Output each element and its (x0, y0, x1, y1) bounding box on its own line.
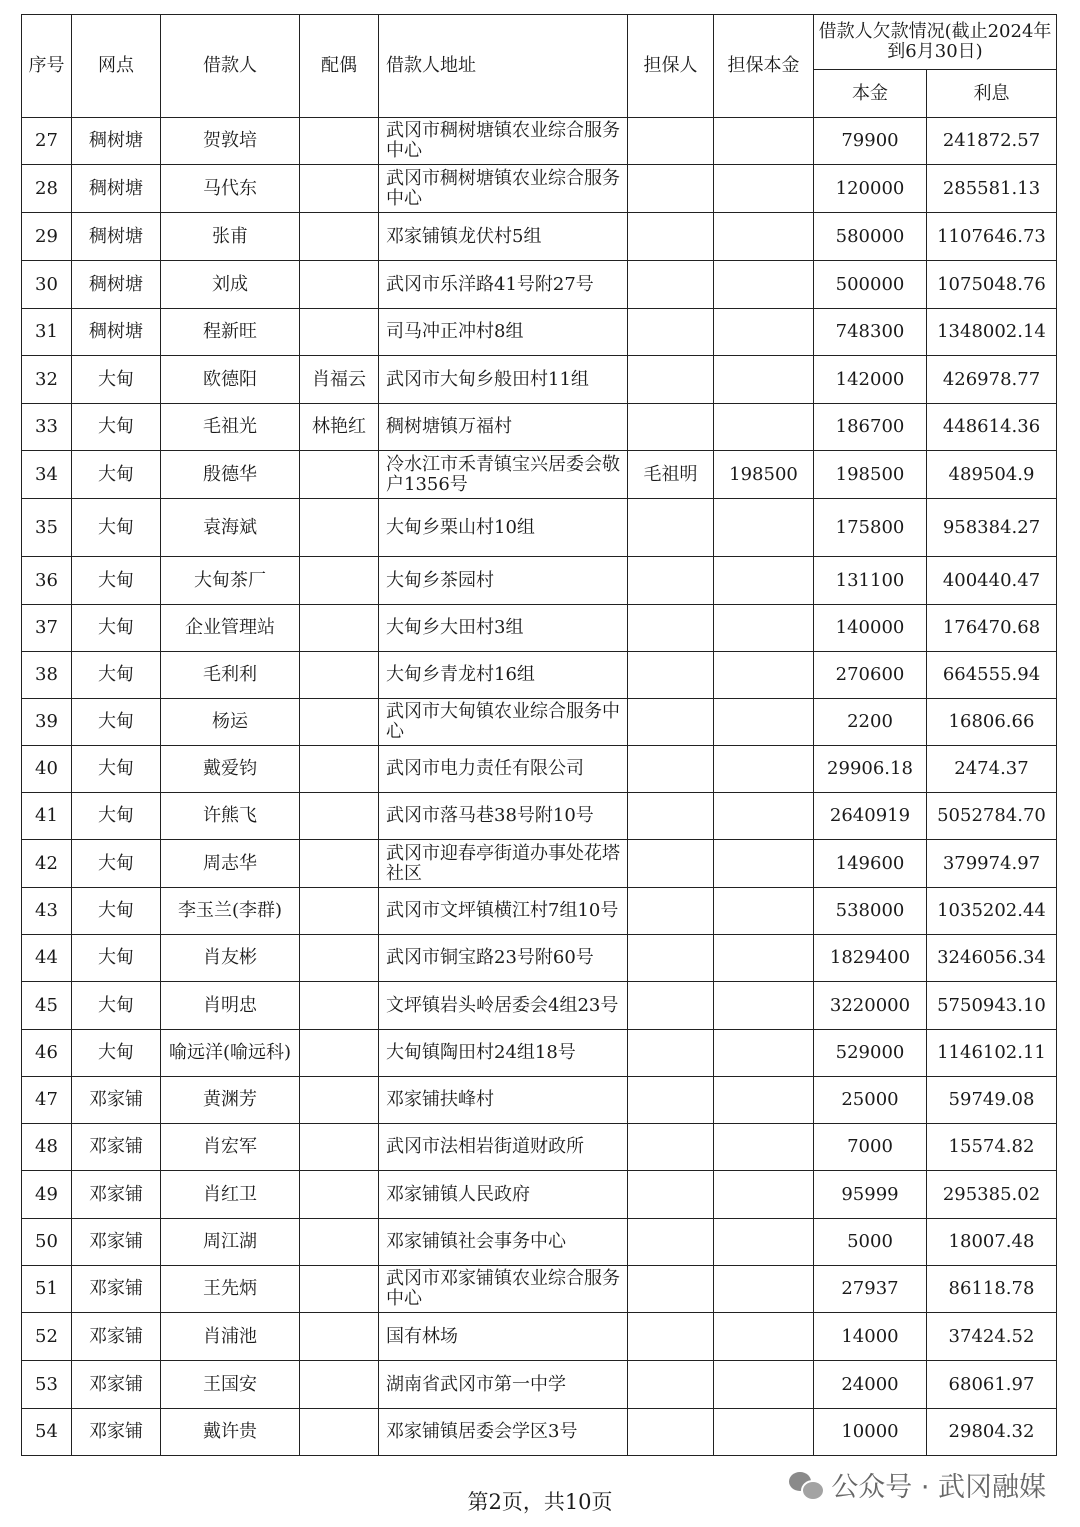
cell-seq: 38 (22, 652, 72, 699)
cell-branch: 大甸 (72, 746, 161, 793)
cell-gprincipal (714, 557, 814, 605)
cell-borrower: 黄渊芳 (161, 1077, 300, 1124)
cell-borrower: 程新旺 (161, 309, 300, 356)
cell-spouse (300, 840, 379, 888)
watermark (789, 1465, 1046, 1504)
cell-branch: 邓家铺 (72, 1219, 161, 1266)
cell-seq: 45 (22, 982, 72, 1030)
cell-borrower: 袁海斌 (161, 499, 300, 557)
cell-interest: 285581.13 (927, 165, 1057, 213)
cell-branch: 稠树塘 (72, 165, 161, 213)
cell-spouse (300, 1266, 379, 1313)
header-guarantor: 担保人 (628, 15, 714, 118)
table-row (22, 1124, 1057, 1171)
cell-address: 大甸乡大田村3组 (379, 605, 628, 652)
cell-gprincipal (714, 118, 814, 165)
cell-branch: 稠树塘 (72, 261, 161, 309)
cell-interest: 3246056.34 (927, 935, 1057, 982)
cell-borrower: 周志华 (161, 840, 300, 888)
cell-interest: 1348002.14 (927, 309, 1057, 356)
cell-spouse (300, 165, 379, 213)
cell-interest: 5052784.70 (927, 793, 1057, 840)
cell-principal: 142000 (814, 356, 927, 404)
cell-interest: 86118.78 (927, 1266, 1057, 1313)
cell-principal: 140000 (814, 605, 927, 652)
cell-guarantor (628, 213, 714, 261)
table-row (22, 935, 1057, 982)
cell-spouse (300, 605, 379, 652)
cell-guarantor (628, 1409, 714, 1456)
cell-guarantor (628, 165, 714, 213)
cell-spouse (300, 699, 379, 746)
cell-address: 司马冲正冲村8组 (379, 309, 628, 356)
cell-guarantor (628, 1077, 714, 1124)
cell-gprincipal (714, 699, 814, 746)
cell-interest: 489504.9 (927, 451, 1057, 499)
cell-branch: 大甸 (72, 404, 161, 451)
cell-gprincipal: 198500 (714, 451, 814, 499)
cell-gprincipal (714, 356, 814, 404)
cell-branch: 大甸 (72, 605, 161, 652)
table-row (22, 557, 1057, 605)
cell-seq: 40 (22, 746, 72, 793)
cell-interest: 379974.97 (927, 840, 1057, 888)
table-row (22, 165, 1057, 213)
table-row (22, 1219, 1057, 1266)
cell-address: 国有林场 (379, 1313, 628, 1361)
cell-spouse (300, 1219, 379, 1266)
cell-interest: 2474.37 (927, 746, 1057, 793)
cell-guarantor (628, 1171, 714, 1219)
cell-principal: 175800 (814, 499, 927, 557)
cell-branch: 大甸 (72, 652, 161, 699)
table-row (22, 1313, 1057, 1361)
cell-principal: 2640919 (814, 793, 927, 840)
cell-principal: 538000 (814, 888, 927, 935)
header-debt-group: 借款人欠款情况(截止2024年到6月30日) (814, 15, 1057, 70)
header-interest: 利息 (927, 70, 1057, 118)
cell-principal: 270600 (814, 652, 927, 699)
table-row (22, 1266, 1057, 1313)
cell-guarantor (628, 699, 714, 746)
cell-borrower: 王先炳 (161, 1266, 300, 1313)
table-row (22, 888, 1057, 935)
cell-seq: 43 (22, 888, 72, 935)
cell-address: 邓家铺镇居委会学区3号 (379, 1409, 628, 1456)
cell-seq: 32 (22, 356, 72, 404)
cell-branch: 稠树塘 (72, 309, 161, 356)
cell-spouse (300, 1077, 379, 1124)
table-row (22, 793, 1057, 840)
cell-spouse (300, 451, 379, 499)
cell-branch: 大甸 (72, 356, 161, 404)
cell-principal: 24000 (814, 1361, 927, 1409)
cell-interest: 448614.36 (927, 404, 1057, 451)
header-borrower: 借款人 (161, 15, 300, 118)
cell-address: 武冈市稠树塘镇农业综合服务中心 (379, 165, 628, 213)
cell-principal: 580000 (814, 213, 927, 261)
watermark-text: 公众号 · 武冈融媒 (831, 1472, 1046, 1503)
cell-borrower: 王国安 (161, 1361, 300, 1409)
cell-gprincipal (714, 1030, 814, 1077)
cell-interest: 68061.97 (927, 1361, 1057, 1409)
cell-interest: 241872.57 (927, 118, 1057, 165)
cell-branch: 大甸 (72, 982, 161, 1030)
cell-gprincipal (714, 404, 814, 451)
cell-gprincipal (714, 499, 814, 557)
cell-gprincipal (714, 605, 814, 652)
table-row (22, 982, 1057, 1030)
header-guarantee-principal: 担保本金 (714, 15, 814, 118)
cell-borrower: 戴爱钧 (161, 746, 300, 793)
cell-guarantor: 毛祖明 (628, 451, 714, 499)
cell-interest: 37424.52 (927, 1313, 1057, 1361)
table-row (22, 451, 1057, 499)
cell-principal: 27937 (814, 1266, 927, 1313)
cell-address: 武冈市乐洋路41号附27号 (379, 261, 628, 309)
cell-principal: 120000 (814, 165, 927, 213)
cell-gprincipal (714, 1266, 814, 1313)
cell-gprincipal (714, 1077, 814, 1124)
cell-seq: 30 (22, 261, 72, 309)
cell-principal: 95999 (814, 1171, 927, 1219)
cell-gprincipal (714, 1313, 814, 1361)
cell-seq: 41 (22, 793, 72, 840)
table-row (22, 699, 1057, 746)
header-principal: 本金 (814, 70, 927, 118)
cell-seq: 49 (22, 1171, 72, 1219)
cell-spouse (300, 793, 379, 840)
cell-seq: 36 (22, 557, 72, 605)
cell-interest: 1107646.73 (927, 213, 1057, 261)
cell-gprincipal (714, 213, 814, 261)
cell-spouse: 肖福云 (300, 356, 379, 404)
cell-spouse (300, 309, 379, 356)
cell-spouse (300, 118, 379, 165)
cell-gprincipal (714, 261, 814, 309)
header-spouse: 配偶 (300, 15, 379, 118)
cell-spouse (300, 652, 379, 699)
cell-interest: 5750943.10 (927, 982, 1057, 1030)
cell-seq: 54 (22, 1409, 72, 1456)
cell-branch: 邓家铺 (72, 1171, 161, 1219)
cell-seq: 35 (22, 499, 72, 557)
cell-address: 武冈市邓家铺镇农业综合服务中心 (379, 1266, 628, 1313)
table-row (22, 1171, 1057, 1219)
cell-spouse (300, 982, 379, 1030)
cell-borrower: 肖浦池 (161, 1313, 300, 1361)
cell-principal: 186700 (814, 404, 927, 451)
cell-gprincipal (714, 309, 814, 356)
cell-spouse (300, 1030, 379, 1077)
cell-spouse: 林艳红 (300, 404, 379, 451)
cell-guarantor (628, 557, 714, 605)
table-row (22, 118, 1057, 165)
cell-borrower: 李玉兰(李群) (161, 888, 300, 935)
cell-spouse (300, 1313, 379, 1361)
cell-principal: 25000 (814, 1077, 927, 1124)
cell-seq: 34 (22, 451, 72, 499)
cell-principal: 2200 (814, 699, 927, 746)
cell-branch: 大甸 (72, 793, 161, 840)
cell-address: 稠树塘镇万福村 (379, 404, 628, 451)
cell-address: 湖南省武冈市第一中学 (379, 1361, 628, 1409)
cell-address: 大甸镇陶田村24组18号 (379, 1030, 628, 1077)
cell-interest: 426978.77 (927, 356, 1057, 404)
cell-address: 邓家铺扶峰村 (379, 1077, 628, 1124)
cell-seq: 37 (22, 605, 72, 652)
table-row (22, 746, 1057, 793)
cell-borrower: 马代东 (161, 165, 300, 213)
cell-gprincipal (714, 888, 814, 935)
cell-spouse (300, 1171, 379, 1219)
cell-address: 武冈市法相岩街道财政所 (379, 1124, 628, 1171)
table-row (22, 652, 1057, 699)
cell-borrower: 刘成 (161, 261, 300, 309)
cell-borrower: 许熊飞 (161, 793, 300, 840)
cell-principal: 5000 (814, 1219, 927, 1266)
cell-interest: 18007.48 (927, 1219, 1057, 1266)
table-row (22, 840, 1057, 888)
cell-spouse (300, 1124, 379, 1171)
cell-principal: 7000 (814, 1124, 927, 1171)
page-footer: 第2页，共10页 (467, 1490, 613, 1514)
cell-spouse (300, 499, 379, 557)
cell-address: 邓家铺镇龙伏村5组 (379, 213, 628, 261)
table-row (22, 605, 1057, 652)
cell-gprincipal (714, 1124, 814, 1171)
cell-interest: 59749.08 (927, 1077, 1057, 1124)
cell-branch: 邓家铺 (72, 1077, 161, 1124)
cell-guarantor (628, 793, 714, 840)
table-row (22, 1409, 1057, 1456)
cell-borrower: 企业管理站 (161, 605, 300, 652)
cell-gprincipal (714, 935, 814, 982)
cell-branch: 邓家铺 (72, 1409, 161, 1456)
cell-guarantor (628, 499, 714, 557)
cell-seq: 33 (22, 404, 72, 451)
cell-principal: 10000 (814, 1409, 927, 1456)
table-row (22, 261, 1057, 309)
cell-spouse (300, 557, 379, 605)
cell-address: 武冈市大甸乡般田村11组 (379, 356, 628, 404)
cell-branch: 稠树塘 (72, 118, 161, 165)
cell-seq: 51 (22, 1266, 72, 1313)
cell-guarantor (628, 982, 714, 1030)
cell-guarantor (628, 605, 714, 652)
cell-address: 武冈市稠树塘镇农业综合服务中心 (379, 118, 628, 165)
cell-borrower: 张甫 (161, 213, 300, 261)
cell-principal: 29906.18 (814, 746, 927, 793)
cell-borrower: 毛祖光 (161, 404, 300, 451)
cell-interest: 1146102.11 (927, 1030, 1057, 1077)
cell-seq: 44 (22, 935, 72, 982)
table-row (22, 309, 1057, 356)
cell-branch: 大甸 (72, 699, 161, 746)
cell-guarantor (628, 118, 714, 165)
cell-branch: 邓家铺 (72, 1361, 161, 1409)
cell-interest: 29804.32 (927, 1409, 1057, 1456)
cell-branch: 大甸 (72, 888, 161, 935)
table-row (22, 499, 1057, 557)
table-row (22, 356, 1057, 404)
cell-gprincipal (714, 1171, 814, 1219)
cell-gprincipal (714, 793, 814, 840)
cell-seq: 47 (22, 1077, 72, 1124)
cell-spouse (300, 935, 379, 982)
cell-gprincipal (714, 982, 814, 1030)
cell-address: 武冈市文坪镇横江村7组10号 (379, 888, 628, 935)
cell-address: 文坪镇岩头岭居委会4组23号 (379, 982, 628, 1030)
cell-principal: 79900 (814, 118, 927, 165)
cell-borrower: 戴许贵 (161, 1409, 300, 1456)
cell-interest: 400440.47 (927, 557, 1057, 605)
cell-branch: 大甸 (72, 451, 161, 499)
cell-interest: 1075048.76 (927, 261, 1057, 309)
cell-spouse (300, 888, 379, 935)
cell-borrower: 喻远洋(喻远科) (161, 1030, 300, 1077)
cell-address: 冷水江市禾青镇宝兴居委会敬户1356号 (379, 451, 628, 499)
cell-guarantor (628, 1266, 714, 1313)
cell-interest: 958384.27 (927, 499, 1057, 557)
table-row (22, 1361, 1057, 1409)
cell-guarantor (628, 261, 714, 309)
cell-interest: 16806.66 (927, 699, 1057, 746)
cell-principal: 149600 (814, 840, 927, 888)
cell-seq: 42 (22, 840, 72, 888)
cell-borrower: 肖明忠 (161, 982, 300, 1030)
cell-seq: 52 (22, 1313, 72, 1361)
cell-branch: 大甸 (72, 935, 161, 982)
cell-address: 武冈市落马巷38号附10号 (379, 793, 628, 840)
cell-borrower: 贺敦培 (161, 118, 300, 165)
cell-branch: 大甸 (72, 1030, 161, 1077)
cell-address: 武冈市电力责任有限公司 (379, 746, 628, 793)
cell-seq: 27 (22, 118, 72, 165)
cell-seq: 53 (22, 1361, 72, 1409)
cell-guarantor (628, 840, 714, 888)
cell-branch: 大甸 (72, 557, 161, 605)
cell-principal: 131100 (814, 557, 927, 605)
cell-address: 大甸乡栗山村10组 (379, 499, 628, 557)
cell-borrower: 肖友彬 (161, 935, 300, 982)
cell-address: 武冈市大甸镇农业综合服务中心 (379, 699, 628, 746)
cell-principal: 1829400 (814, 935, 927, 982)
cell-interest: 664555.94 (927, 652, 1057, 699)
cell-borrower: 杨运 (161, 699, 300, 746)
cell-guarantor (628, 652, 714, 699)
cell-spouse (300, 746, 379, 793)
cell-seq: 46 (22, 1030, 72, 1077)
cell-branch: 大甸 (72, 840, 161, 888)
cell-interest: 176470.68 (927, 605, 1057, 652)
cell-guarantor (628, 1124, 714, 1171)
cell-seq: 28 (22, 165, 72, 213)
cell-borrower: 毛利利 (161, 652, 300, 699)
cell-address: 大甸乡茶园村 (379, 557, 628, 605)
cell-seq: 31 (22, 309, 72, 356)
cell-branch: 邓家铺 (72, 1124, 161, 1171)
cell-branch: 稠树塘 (72, 213, 161, 261)
cell-guarantor (628, 1030, 714, 1077)
cell-branch: 邓家铺 (72, 1313, 161, 1361)
cell-spouse (300, 261, 379, 309)
table-row (22, 1030, 1057, 1077)
cell-principal: 500000 (814, 261, 927, 309)
cell-address: 武冈市迎春亭街道办事处花塔社区 (379, 840, 628, 888)
header-seq: 序号 (22, 15, 72, 118)
cell-guarantor (628, 888, 714, 935)
cell-address: 大甸乡青龙村16组 (379, 652, 628, 699)
cell-guarantor (628, 1361, 714, 1409)
loan-table (21, 14, 1057, 1456)
cell-guarantor (628, 404, 714, 451)
cell-address: 邓家铺镇人民政府 (379, 1171, 628, 1219)
cell-borrower: 周江湖 (161, 1219, 300, 1266)
cell-gprincipal (714, 652, 814, 699)
cell-seq: 50 (22, 1219, 72, 1266)
table-row (22, 1077, 1057, 1124)
cell-guarantor (628, 1313, 714, 1361)
cell-borrower: 欧德阳 (161, 356, 300, 404)
header-address: 借款人地址 (379, 15, 628, 118)
cell-branch: 大甸 (72, 499, 161, 557)
cell-interest: 1035202.44 (927, 888, 1057, 935)
cell-principal: 198500 (814, 451, 927, 499)
cell-seq: 39 (22, 699, 72, 746)
cell-principal: 3220000 (814, 982, 927, 1030)
cell-interest: 15574.82 (927, 1124, 1057, 1171)
cell-address: 武冈市铜宝路23号附60号 (379, 935, 628, 982)
cell-principal: 748300 (814, 309, 927, 356)
cell-gprincipal (714, 746, 814, 793)
table-row (22, 404, 1057, 451)
cell-interest: 295385.02 (927, 1171, 1057, 1219)
header-branch: 网点 (72, 15, 161, 118)
cell-gprincipal (714, 1361, 814, 1409)
cell-gprincipal (714, 1219, 814, 1266)
cell-address: 邓家铺镇社会事务中心 (379, 1219, 628, 1266)
wechat-icon (789, 1470, 823, 1500)
cell-guarantor (628, 356, 714, 404)
cell-borrower: 肖宏军 (161, 1124, 300, 1171)
cell-borrower: 大甸茶厂 (161, 557, 300, 605)
cell-seq: 48 (22, 1124, 72, 1171)
cell-borrower: 肖红卫 (161, 1171, 300, 1219)
cell-principal: 529000 (814, 1030, 927, 1077)
cell-gprincipal (714, 165, 814, 213)
cell-gprincipal (714, 840, 814, 888)
cell-seq: 29 (22, 213, 72, 261)
cell-spouse (300, 213, 379, 261)
cell-guarantor (628, 309, 714, 356)
cell-guarantor (628, 746, 714, 793)
cell-gprincipal (714, 1409, 814, 1456)
cell-spouse (300, 1361, 379, 1409)
cell-borrower: 殷德华 (161, 451, 300, 499)
cell-branch: 邓家铺 (72, 1266, 161, 1313)
cell-principal: 14000 (814, 1313, 927, 1361)
cell-spouse (300, 1409, 379, 1456)
cell-guarantor (628, 935, 714, 982)
table-row (22, 213, 1057, 261)
cell-guarantor (628, 1219, 714, 1266)
